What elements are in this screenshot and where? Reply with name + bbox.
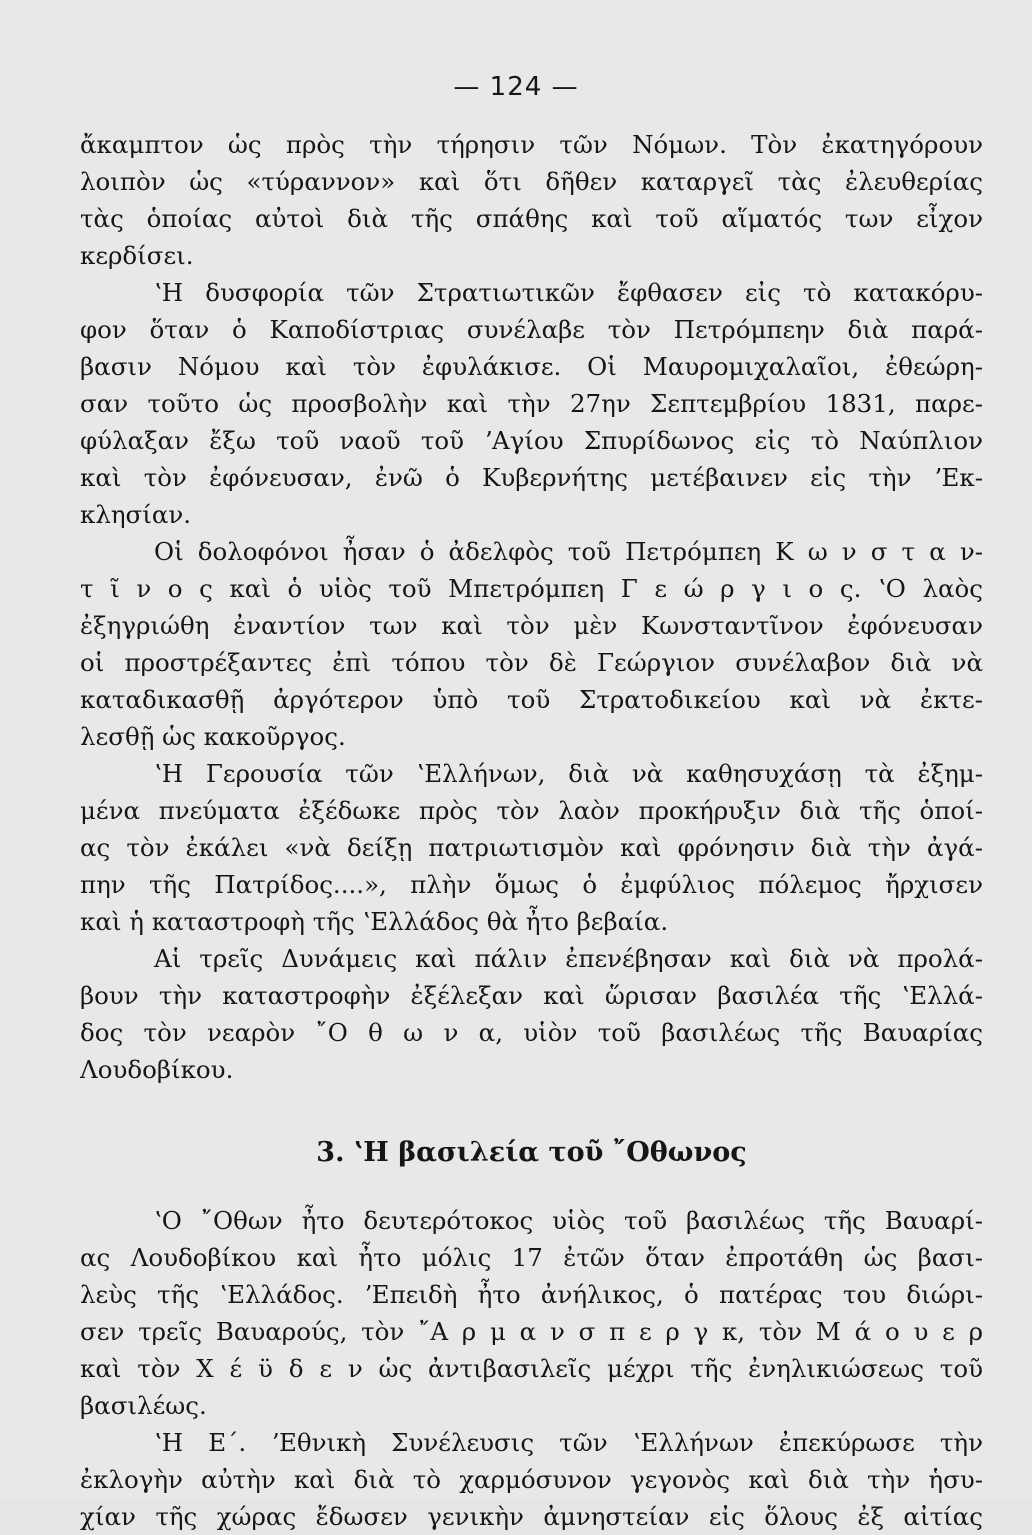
text-line: βουν τὴν καταστροφὴν ἐξέλεξαν καὶ ὥρισαν βασιλέα τῆς ʽΕλλά-	[80, 981, 983, 1010]
spacer	[80, 1088, 983, 1108]
text-line: Αἱ τρεῖς Δυνάμεις καὶ πάλιν ἐπενέβησαν καὶ διὰ νὰ προλά-	[154, 944, 983, 973]
text-line: καταδικασθῇ ἀργότερον ὑπὸ τοῦ Στρατοδικείου καὶ νὰ ἐκτε-	[80, 685, 983, 714]
text-line: ἄκαμπτον ὡς πρὸς τὴν τήρησιν τῶν Νόμων. Τὸν ἐκατηγόρουν	[80, 130, 983, 159]
text-line: δος τὸν νεαρὸν ῎Ο θ ω ν α, υἱὸν τοῦ βασιλέως τῆς Βαυαρίας	[80, 1018, 983, 1047]
text-line: καὶ τὸν Χ έ ϋ δ ε ν ὡς ἀντιβασιλεῖς μέχρι τῆς ἐνηλικιώσεως τοῦ	[80, 1354, 983, 1383]
text-line: λεσθῇ ὡς κακοῦργος.	[80, 722, 346, 751]
text-line: ʽΗ Ε΄. ʼΕθνικὴ Συνέλευσις τῶν ʽΕλλήνων ἐπεκύρωσε τὴν	[154, 1428, 983, 1457]
paragraph-3	[80, 533, 983, 755]
text-line: ἐκλογὴν αὐτὴν καὶ διὰ τὸ χαρμόσυνον γεγονὸς καὶ διὰ τὴν ἡσυ-	[80, 1465, 983, 1494]
page-number: — 124 —	[453, 72, 579, 102]
paragraph-2	[80, 274, 983, 533]
text-line: καὶ ἡ καταστροφὴ τῆς ʽΕλλάδος θὰ ἦτο βεβαία.	[80, 907, 669, 936]
text-line: βασιν Νόμου καὶ τὸν ἐφυλάκισε. Οἱ Μαυρομιχαλαῖοι, ἐθεώρη-	[80, 352, 983, 381]
paragraph-6	[80, 1202, 983, 1424]
body-text	[80, 126, 983, 1535]
text-line: τ ῖ ν ο ς καὶ ὁ υἱὸς τοῦ Μπετρόμπεη Γ ε ώ ρ γ ι ο ς. ʽΟ λαὸς	[80, 574, 983, 603]
text-line: φον ὅταν ὁ Καποδίστριας συνέλαβε τὸν Πετρόμπεην διὰ παρά-	[80, 315, 983, 344]
text-line: ʽΗ δυσφορία τῶν Στρατιωτικῶν ἔφθασεν εἰς τὸ κατακόρυ-	[154, 278, 983, 307]
text-line: τὰς ὁποίας αὐτοὶ διὰ τῆς σπάθης καὶ τοῦ αἵματός των εἶχον	[80, 204, 983, 233]
paragraph-4	[80, 755, 983, 940]
text-line: μένα πνεύματα ἐξέδωκε πρὸς τὸν λαὸν προκήρυξιν διὰ τῆς ὁποί-	[80, 796, 983, 825]
text-line: βασιλέως.	[80, 1391, 207, 1420]
text-line: χίαν τῆς χώρας ἔδωσεν γενικὴν ἀμνηστείαν εἰς ὅλους ἐξ αἰτίας	[80, 1502, 983, 1531]
paragraph-1	[80, 126, 983, 274]
text-line: ας Λουδοβίκου καὶ ἦτο μόλις 17 ἐτῶν ὅταν ἐπροτάθη ὡς βασι-	[80, 1243, 983, 1272]
text-line: καὶ τὸν ἐφόνευσαν, ἐνῶ ὁ Κυβερνήτης μετέβαινεν εἰς τὴν ʼΕκ-	[80, 463, 983, 492]
text-line: πην τῆς Πατρίδος....», πλὴν ὅμως ὁ ἐμφύλιος πόλεμος ἤρχισεν	[80, 870, 983, 899]
paragraph-7	[80, 1424, 983, 1535]
text-line: ʽΗ Γερουσία τῶν ʽΕλλήνων, διὰ νὰ καθησυχάσῃ τὰ ἐξημ-	[154, 759, 983, 788]
text-line: ας τὸν ἐκάλει «νὰ δείξῃ πατριωτισμὸν καὶ φρόνησιν διὰ τὴν ἀγά-	[80, 833, 983, 862]
text-line: φύλαξαν ἔξω τοῦ ναοῦ τοῦ ʼΑγίου Σπυρίδωνος εἰς τὸ Ναύπλιον	[80, 426, 983, 455]
text-line: ἐξηγριώθη ἐναντίον των καὶ τὸν μὲν Κωνσταντῖνον ἐφόνευσαν	[80, 611, 983, 640]
text-line: Λουδοβίκου.	[80, 1055, 234, 1084]
text-line: λεὺς τῆς ʽΕλλάδος. ʼΕπειδὴ ἦτο ἀνήλικος, ὁ πατέρας του διώρι-	[80, 1280, 983, 1309]
paragraph-5	[80, 940, 983, 1088]
section-heading: 3. ʽΗ βασιλεία τοῦ ῎Οθωνος	[316, 1137, 747, 1168]
text-line: λοιπὸν ὡς «τύραννον» καὶ ὅτι δῆθεν καταργεῖ τὰς ἐλευθερίας	[80, 167, 983, 196]
text-line: σεν τρεῖς Βαυαρούς, τὸν ῎Α ρ μ α ν σ π ε ρ γ κ, τὸν Μ ά ο υ ε ρ	[80, 1317, 983, 1346]
spacer	[80, 1178, 983, 1202]
text-line: ʽΟ ῎Οθων ἦτο δευτερότοκος υἱὸς τοῦ βασιλέως τῆς Βαυαρί-	[154, 1206, 983, 1235]
text-line: οἱ προστρέξαντες ἐπὶ τόπου τὸν δὲ Γεώργιον συνέλαβον διὰ νὰ	[80, 648, 983, 677]
text-line: Οἱ δολοφόνοι ἦσαν ὁ ἀδελφὸς τοῦ Πετρόμπεη Κ ω ν σ τ α ν-	[154, 537, 983, 566]
text-line: κλησίαν.	[80, 500, 192, 529]
text-line: σαν τοῦτο ὡς προσβολὴν καὶ τὴν 27ην Σεπτεμβρίου 1831, παρε-	[80, 389, 983, 418]
text-line: κερδίσει.	[80, 241, 194, 270]
